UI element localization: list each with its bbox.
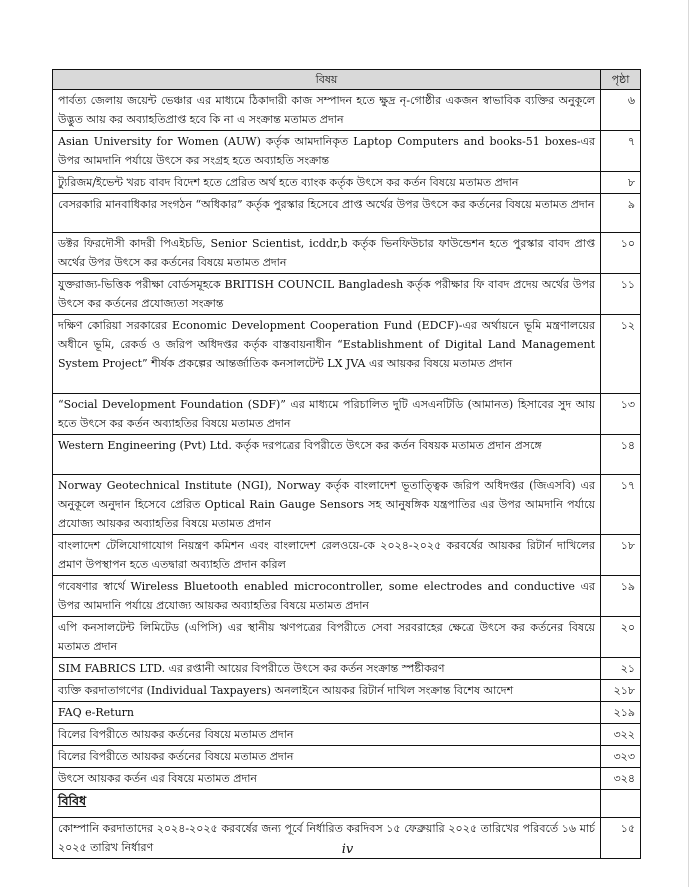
table-row	[53, 233, 641, 274]
header-page: পৃষ্ঠা	[601, 70, 641, 90]
row-page: ১১	[601, 274, 641, 315]
table-row	[53, 90, 641, 131]
row-page: ১৮	[601, 535, 641, 576]
row-subject: কোম্পানি করদাতাদের ২০২৪-২০২৫ করবর্ষের জন্য পূর্বে নির্ধারিত করদিবস ১৫ ফেব্রুয়ারি ২০২৫ তারিখের পরিবর্তে ১৬ মার্চ ২০২৫ তারিখ নির্ধারণ	[53, 818, 601, 859]
row-subject: বাংলাদেশ টেলিযোগাযোগ নিয়ন্ত্রণ কমিশন এবং বাংলাদেশ রেলওয়ে-কে ২০২৪-২০২৫ করবর্ষের আয়কর রিটার্ন দাখিলের প্রমাণ উপস্থাপন হতে এতদ্বারা অব্যাহতি প্রদান করিল	[53, 535, 601, 576]
row-subject: বিলের বিপরীতে আয়কর কর্তনের বিষয়ে মতামত প্রদান	[53, 746, 601, 768]
row-page: ১৪	[601, 435, 641, 475]
section-title: বিবিধ	[58, 793, 87, 808]
row-subject: গবেষণার স্বার্থে Wireless Bluetooth enabled microcontroller, some electrodes and conductive এর উপর আমদানি পর্যায়ে প্রযোজ্য আয়কর অব্যাহতির বিষয়ে মতামত প্রদান	[53, 576, 601, 617]
table-row	[53, 274, 641, 315]
table-row	[53, 435, 641, 475]
table-row	[53, 535, 641, 576]
row-subject: এপি কনসালটেন্ট লিমিটেড (এপিসি) এর স্থানীয় ঋণপত্রের বিপরীতে সেবা সরবরাহের ক্ষেত্রে উৎসে কর কর্তনের বিষয়ে মতামত প্রদান	[53, 617, 601, 658]
row-subject: বিলের বিপরীতে আয়কর কর্তনের বিষয়ে মতামত প্রদান	[53, 724, 601, 746]
row-subject: ডক্টর ফিরদৌসী কাদরী পিএইচডি, Senior Scientist, icddr,b কর্তৃক ভিনফিউচার ফাউন্ডেশন হতে পুরস্কার বাবদ প্রাপ্ত অর্থের উপর উৎসে কর কর্তনের বিষয়ে মতামত প্রদান	[53, 233, 601, 274]
table-row	[53, 576, 641, 617]
row-subject: বেসরকারি মানবাধিকার সংগঠন “অধিকার” কর্তৃক পুরস্কার হিসেবে প্রাপ্ত অর্থের উপর উৎসে কর কর্তনের বিষয়ে মতামত প্রদান	[53, 194, 601, 233]
table-row	[53, 702, 641, 724]
row-page: ১০	[601, 233, 641, 274]
table-body	[53, 90, 641, 859]
row-page: ২১৯	[601, 702, 641, 724]
section-header-row	[53, 790, 641, 818]
row-page: ৩২৪	[601, 768, 641, 790]
table-row	[53, 131, 641, 172]
table-row	[53, 315, 641, 394]
row-page: ৬	[601, 90, 641, 131]
table-header-row	[53, 70, 641, 90]
row-subject: Western Engineering (Pvt) Ltd. কর্তৃক দরপত্রের বিপরীতে উৎসে কর কর্তন বিষয়ক মতামত প্রদান প্রসঙ্গে	[53, 435, 601, 475]
row-page: ৭	[601, 131, 641, 172]
table-row	[53, 394, 641, 435]
table-row	[53, 658, 641, 680]
row-page: ৮	[601, 172, 641, 194]
section-page-cell	[601, 790, 641, 818]
page-edge-line	[688, 0, 689, 887]
row-subject: দক্ষিণ কোরিয়া সরকারের Economic Development Cooperation Fund (EDCF)-এর অর্থায়নে ভূমি মন্ত্রণালয়ের অধীনে ভূমি, রেকর্ড ও জরিপ অধিদপ্তর কর্তৃক বাস্তবায়নাধীন “Establishment of Digital Land Management System Project” শীর্ষক প্রকল্পের আন্তর্জাতিক কনসালটেন্ট LX JVA এর আয়কর বিষয়ে মতামত প্রদান	[53, 315, 601, 394]
table-row	[53, 680, 641, 702]
row-page: ১৭	[601, 475, 641, 535]
row-page: ৯	[601, 194, 641, 233]
row-page: ২০	[601, 617, 641, 658]
row-page: ১৩	[601, 394, 641, 435]
row-page: ৩২৩	[601, 746, 641, 768]
row-subject: “Social Development Foundation (SDF)” এর মাধ্যমে পরিচালিত দুটি এসএনটিডি (আমানত) হিসাবের সুদ আয় হতে উৎসে কর কর্তন অব্যাহতির বিষয়ে মতামত প্রদান	[53, 394, 601, 435]
table-row	[53, 724, 641, 746]
row-subject: ব্যক্তি করদাতাগণের (Individual Taxpayers) অনলাইনে আয়কর রিটার্ন দাখিল সংক্রান্ত বিশেষ আদেশ	[53, 680, 601, 702]
row-subject: SIM FABRICS LTD. এর রপ্তানী আয়ের বিপরীতে উৎসে কর কর্তন সংক্রান্ত স্পষ্টীকরণ	[53, 658, 601, 680]
table-row	[53, 172, 641, 194]
row-subject: Norway Geotechnical Institute (NGI), Norway কর্তৃক বাংলাদেশ ভূতাত্ত্বিক জরিপ অধিদপ্তর (জিএসবি) এর অনুকূলে অনুদান হিসেবে প্রেরিত Optical Rain Gauge Sensors সহ আনুষঙ্গিক যন্ত্রপাতির এর উপর আমদানি পর্যায়ে প্রযোজ্য আয়কর অব্যাহতির বিষয়ে মতামত প্রদান	[53, 475, 601, 535]
row-subject: FAQ e-Return	[53, 702, 601, 724]
row-subject: ট্যুরিজম/ইভেন্ট খরচ বাবদ বিদেশ হতে প্রেরিত অর্থ হতে ব্যাংক কর্তৃক উৎসে কর কর্তন বিষয়ে মতামত প্রদান	[53, 172, 601, 194]
row-subject: পার্বত্য জেলায় জয়েন্ট ভেঞ্চার এর মাধ্যমে ঠিকাদারী কাজ সম্পাদন হতে ক্ষুদ্র নৃ-গোষ্ঠীর একজন স্বাভাবিক ব্যক্তির অনুকূলে উদ্ভুত আয় কর অব্যাহতিপ্রাপ্ত হবে কি না এ সংক্রান্ত মতামত প্রদান	[53, 90, 601, 131]
row-page: ১৯	[601, 576, 641, 617]
table-row	[53, 746, 641, 768]
row-page: ২১	[601, 658, 641, 680]
table-row	[53, 475, 641, 535]
table-row	[53, 768, 641, 790]
row-page: ১৫	[601, 818, 641, 859]
table-row	[53, 617, 641, 658]
row-subject: উৎসে আয়কর কর্তন এর বিষয়ে মতামত প্রদান	[53, 768, 601, 790]
table-of-contents	[52, 69, 641, 859]
row-page: ১২	[601, 315, 641, 394]
header-subject: বিষয়	[53, 70, 601, 90]
page-number: iv	[341, 842, 354, 857]
row-page: ৩২২	[601, 724, 641, 746]
row-page: ২১৮	[601, 680, 641, 702]
table-row	[53, 194, 641, 233]
row-subject: Asian University for Women (AUW) কর্তৃক আমদানিকৃত Laptop Computers and books-51 boxes-এর উপর আমদানি পর্যায়ে উৎসে কর সংগ্রহ হতে অব্যাহতি সংক্রান্ত	[53, 131, 601, 172]
row-subject: যুক্তরাজ্য-ভিত্তিক পরীক্ষা বোর্ডসমূহকে BRITISH COUNCIL Bangladesh কর্তৃক পরীক্ষার ফি বাবদ প্রদেয় অর্থের উপর উৎসে কর কর্তনের প্রযোজ্যতা সংক্রান্ত	[53, 274, 601, 315]
